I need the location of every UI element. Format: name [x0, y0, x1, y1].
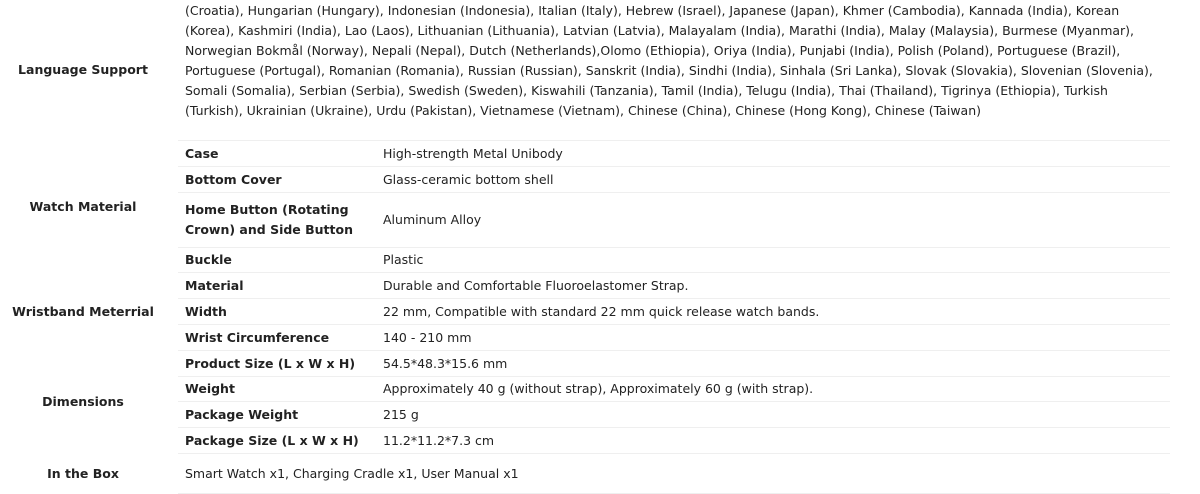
- category-label: Watch Material: [29, 198, 137, 214]
- spec-name: Package Weight: [178, 402, 376, 428]
- spec-value: Approximately 40 g (without strap), Approximately 60 g (with strap).: [376, 377, 1170, 402]
- spec-name: Case: [178, 141, 376, 167]
- language-list: (Croatia), Hungarian (Hungary), Indonesian (Indonesia), Italian (Italy), Hebrew (Israel), Japanese (Japan), Khmer (Cambodia), Kannada (India), Korean (Korea), Kashmiri (India), Lao (Laos), Lithuanian (Lithuania), Latvian (Latvia), Malayalam (India), Marathi (India), Malay (Malaysia), Burmese (Myanmar), Norwegian Bokmål (Norway), Nepali (Nepal), Dutch (Netherlands),Olomo (Ethiopia), Oriya (India), Punjabi (India), Polish (Poland), Portuguese (Brazil), Portuguese (Portugal), Romanian (Romania), Russian (Russian), Sanskrit (India), Sindhi (India), Sinhala (Sri Lanka), Slovak (Slovakia), Slovenian (Slovenia), Somali (Somalia), Serbian (Serbia), Swedish (Sweden), Kiswahili (Tanzania), Tamil (India), Telugu (India), Thai (Thailand), Tigrinya (Ethiopia), Turkish (Turkish), Ukrainian (Ukraine), Urdu (Pakistan), Vietnamese (Vietnam), Chinese (China), Chinese (Hong Kong), Chinese (Taiwan): [185, 3, 1153, 118]
- spec-value: 11.2*11.2*7.3 cm: [376, 428, 1170, 454]
- spec-row: [0, 141, 1170, 167]
- spec-name: Material: [178, 273, 376, 299]
- spec-value: 22 mm, Compatible with standard 22 mm quick release watch bands.: [376, 299, 1170, 325]
- spec-name: Home Button (Rotating Crown) and Side Button: [178, 193, 376, 248]
- spec-value: Aluminum Alloy: [376, 193, 1170, 248]
- spec-value: 54.5*48.3*15.6 mm: [376, 351, 1170, 377]
- spec-name: Bottom Cover: [178, 167, 376, 193]
- category-label: Dimensions: [42, 394, 124, 409]
- category-label: Wristband Meterrial: [12, 303, 154, 319]
- box-contents: Smart Watch x1, Charging Cradle x1, User Manual x1: [178, 454, 1170, 494]
- spec-row: [0, 351, 1170, 377]
- spacer: [0, 128, 1170, 141]
- spec-value: 140 - 210 mm: [376, 325, 1170, 351]
- spec-value: Plastic: [376, 248, 1170, 273]
- spec-name: Package Size (L x W x H): [178, 428, 376, 454]
- spec-name: Width: [178, 299, 376, 325]
- spec-value: High-strength Metal Unibody: [376, 141, 1170, 167]
- spec-value: Durable and Comfortable Fluoroelastomer Strap.: [376, 273, 1170, 299]
- category-label: In the Box: [47, 465, 119, 481]
- spec-value: 215 g: [376, 402, 1170, 428]
- spec-row: [0, 273, 1170, 299]
- category-label: Language Support: [18, 62, 148, 77]
- spec-name: Buckle: [178, 248, 376, 273]
- spec-name: Weight: [178, 377, 376, 402]
- spec-name: Product Size (L x W x H): [178, 351, 376, 377]
- spec-row-in-the-box: [0, 454, 1170, 494]
- spec-value: Glass-ceramic bottom shell: [376, 167, 1170, 193]
- spec-name: Wrist Circumference: [178, 325, 376, 351]
- spec-row-language-support: [0, 0, 1170, 128]
